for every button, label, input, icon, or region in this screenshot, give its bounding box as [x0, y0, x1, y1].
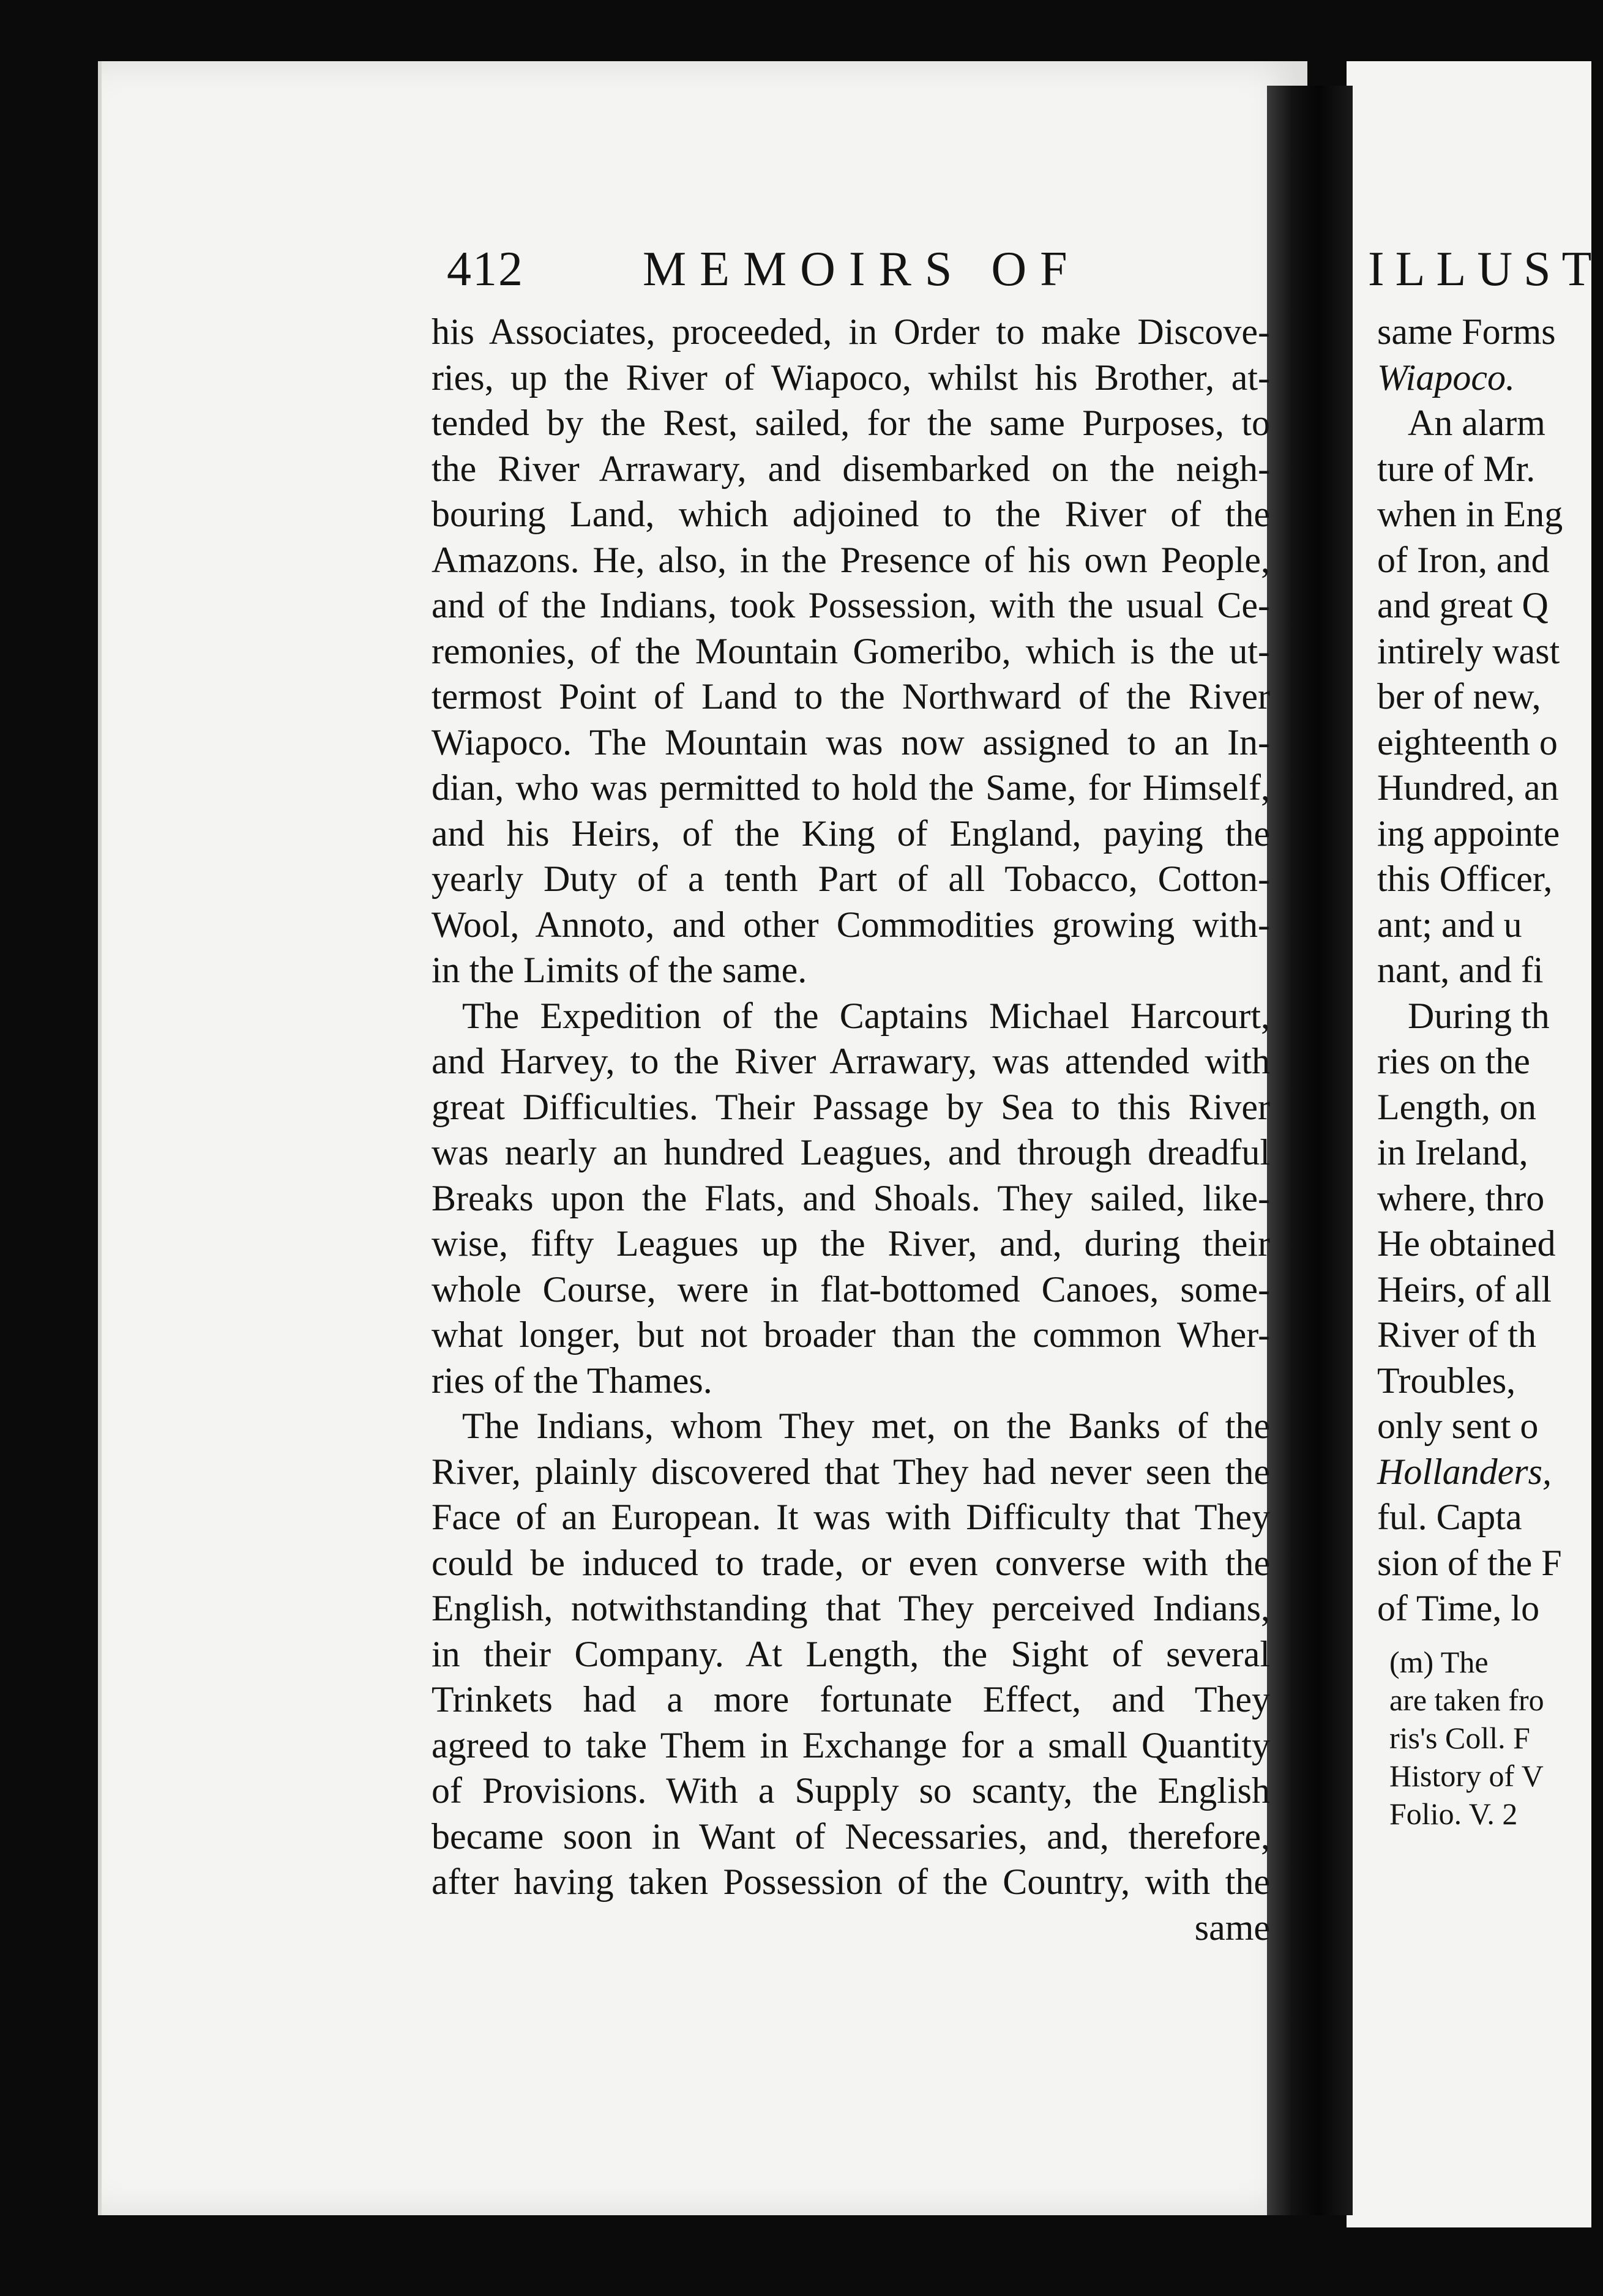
text-line: ful. Capta	[1377, 1497, 1522, 1537]
footnote-line: History of V	[1389, 1759, 1544, 1793]
text-line: dian, who was permitted to hold the Same, for Himself,	[432, 767, 1270, 808]
text-line: when in Eng	[1377, 494, 1563, 534]
text-line: after having taken Possession of the Country, with the	[432, 1862, 1270, 1902]
text-line: was nearly an hundred Leagues, and through dreadful	[432, 1132, 1270, 1172]
right-page-footnotes	[1389, 1643, 1585, 1833]
text-line: nant, and fi	[1377, 950, 1544, 990]
text-line: this Officer,	[1377, 859, 1553, 899]
text-line: termost Point of Land to the Northward of the River	[432, 676, 1270, 717]
text-line: ture of Mr.	[1377, 448, 1536, 489]
page-number: 412	[447, 242, 524, 296]
text-line: Troubles,	[1377, 1360, 1516, 1401]
text-line: whole Course, were in flat-bottomed Canoes, some-	[432, 1269, 1270, 1310]
text-line: in Ireland,	[1377, 1132, 1528, 1172]
text-line: and of the Indians, took Possession, with the usual Ce-	[432, 585, 1270, 625]
footnote-line: (m) The	[1389, 1645, 1489, 1679]
text-line: ing appointe	[1377, 813, 1560, 854]
right-page-text	[1377, 309, 1597, 1631]
text-line: agreed to take Them in Exchange for a small Quantity	[432, 1724, 1270, 1765]
running-title: MEMOIRS OF	[643, 242, 1081, 296]
text-line: in the Limits of the same.	[432, 950, 807, 990]
text-line: and Harvey, to the River Arrawary, was attended with	[432, 1041, 1270, 1081]
text-line: Amazons. He, also, in the Presence of his own People,	[432, 539, 1270, 580]
text-line: sion of the F	[1377, 1542, 1562, 1583]
text-line: Breaks upon the Flats, and Shoals. They sailed, like-	[432, 1177, 1270, 1218]
text-line: He obtained	[1377, 1223, 1556, 1264]
running-head	[0, 242, 1603, 309]
binding-gutter	[1267, 86, 1353, 2215]
catchword: same	[1194, 1907, 1270, 1948]
text-line: ant; and u	[1377, 904, 1522, 945]
text-line: River, plainly discovered that They had never seen the	[432, 1451, 1270, 1492]
text-line: could be induced to trade, or even converse with the	[432, 1542, 1270, 1583]
text-line: Length, on	[1377, 1086, 1536, 1127]
footnote-line: are taken fro	[1389, 1683, 1544, 1717]
footnote-line: ris's Coll. F	[1389, 1721, 1530, 1755]
text-line: wise, fifty Leagues up the River, and, during their	[432, 1223, 1270, 1264]
text-line: English, notwithstanding that They perceived Indians,	[432, 1588, 1270, 1628]
text-line: ries of the Thames.	[432, 1360, 712, 1401]
paragraph-start-line: The Expedition of the Captains Michael Harcourt,	[462, 995, 1270, 1036]
text-line: intirely wast	[1377, 630, 1560, 671]
text-line: Wiapoco.	[1377, 357, 1515, 398]
text-line: what longer, but not broader than the common Wher-	[432, 1314, 1270, 1355]
left-page-text	[432, 309, 1270, 1950]
text-line: of Time, lo	[1377, 1588, 1540, 1628]
text-line: and his Heirs, of the King of England, paying the	[432, 813, 1270, 854]
paragraph-start-line: During th	[1408, 995, 1550, 1036]
text-line: became soon in Want of Necessaries, and, therefore,	[432, 1816, 1270, 1857]
text-line: Heirs, of all	[1377, 1269, 1552, 1310]
text-line: where, thro	[1377, 1177, 1545, 1218]
paragraph-start-line: An alarm	[1408, 403, 1545, 443]
text-line: yearly Duty of a tenth Part of all Tobacco, Cotton-	[432, 859, 1270, 899]
text-line: bouring Land, which adjoined to the River of the	[432, 494, 1270, 534]
text-line: ries, up the River of Wiapoco, whilst his Brother, at-	[432, 357, 1270, 398]
text-line: Face of an European. It was with Difficulty that They	[432, 1497, 1270, 1537]
text-line: eighteenth o	[1377, 721, 1558, 762]
text-line: River of th	[1377, 1314, 1536, 1355]
paragraph-start-line: The Indians, whom They met, on the Banks of the	[462, 1406, 1270, 1446]
text-line: Hundred, an	[1377, 767, 1559, 808]
text-line: only sent o	[1377, 1406, 1539, 1446]
text-line: in their Company. At Length, the Sight of several	[432, 1633, 1270, 1674]
text-line: Wool, Annoto, and other Commodities growing with-	[432, 904, 1270, 945]
text-line: tended by the Rest, sailed, for the same Purposes, to	[432, 403, 1270, 443]
text-line: his Associates, proceeded, in Order to make Discove-	[432, 311, 1270, 352]
text-line: and great Q	[1377, 585, 1549, 625]
right-running-title: ILLUST	[1368, 242, 1603, 296]
footnote-line: Folio. V. 2	[1389, 1797, 1518, 1831]
text-line: ries on the	[1377, 1041, 1530, 1081]
text-line: same Forms	[1377, 311, 1556, 352]
text-line: the River Arrawary, and disembarked on the neigh-	[432, 448, 1270, 489]
text-line: ber of new,	[1377, 676, 1541, 717]
text-line: Wiapoco. The Mountain was now assigned to an In-	[432, 721, 1270, 762]
text-line: great Difficulties. Their Passage by Sea to this River	[432, 1086, 1270, 1127]
text-line: remonies, of the Mountain Gomeribo, which is the ut-	[432, 630, 1270, 671]
text-line: Trinkets had a more fortunate Effect, and They	[432, 1679, 1270, 1720]
text-line: of Iron, and	[1377, 539, 1550, 580]
text-line: of Provisions. With a Supply so scanty, the English	[432, 1770, 1270, 1811]
text-line: Hollanders,	[1377, 1451, 1552, 1492]
